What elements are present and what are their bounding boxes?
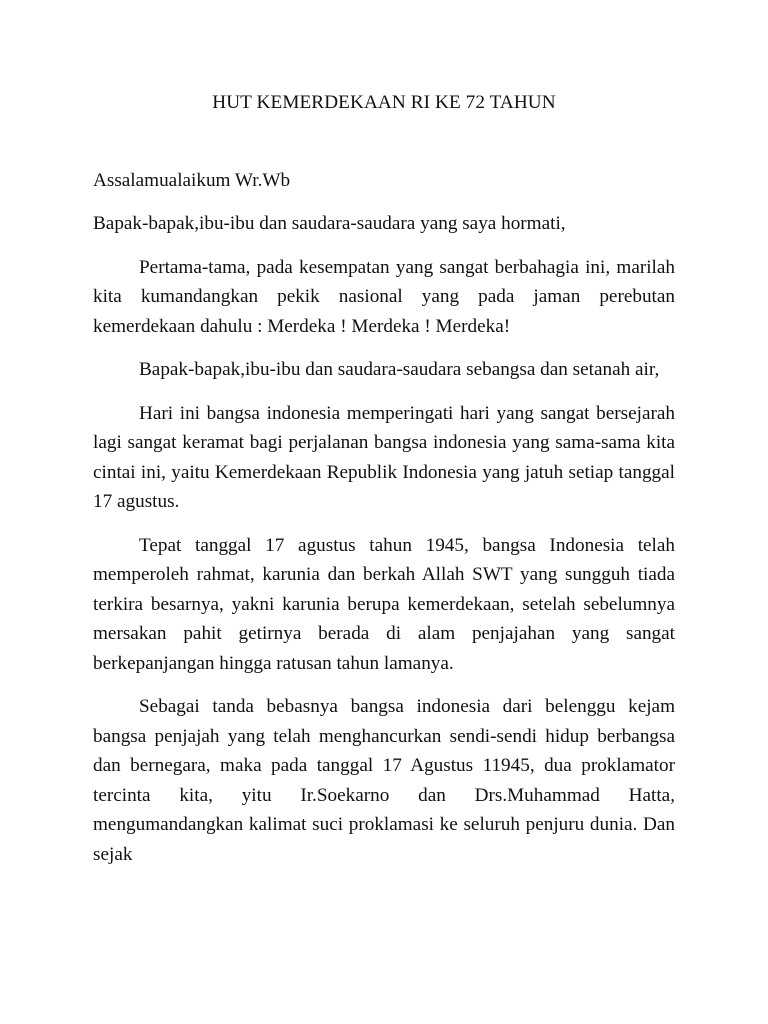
paragraph-3: Hari ini bangsa indonesia memperingati hari yang sangat bersejarah lagi sangat keramat bagi perjalanan bangsa indonesia yang sama-sama kita cintai ini, yaitu Kemerdekaan Republik Indonesia yang jatuh setiap tanggal 17 agustus. <box>93 402 675 512</box>
address-line: Bapak-bapak,ibu-ibu dan saudara-saudara yang saya hormati, <box>93 213 566 234</box>
document-page <box>93 88 675 869</box>
greeting-line: Assalamualaikum Wr.Wb <box>93 169 291 191</box>
paragraph-1: Pertama-tama, pada kesempatan yang sangat berbahagia ini, marilah kita kumandangkan pekik nasional yang pada jaman perebutan kemerdekaan dahulu : Merdeka ! Merdeka ! Merdeka! <box>93 256 675 337</box>
paragraph-4: Tepat tanggal 17 agustus tahun 1945, bangsa Indonesia telah memperoleh rahmat, karunia dan berkah Allah SWT yang sungguh tiada terkira besarnya, yakni karunia berupa kemerdekaan, setelah sebelumnya mersakan pahit getirnya berada di alam penjajahan yang sangat berkepanjangan hingga ratusan tahun lamanya. <box>93 534 675 674</box>
paragraph-5: Sebagai tanda bebasnya bangsa indonesia dari belenggu kejam bangsa penjajah yang telah menghancurkan sendi-sendi hidup berbangsa dan bernegara, maka pada tanggal 17 Agustus 11945, dua proklamator tercinta kita, yitu Ir.Soekarno dan Drs.Muhammad Hatta, mengumandangkan kalimat suci proklamasi ke seluruh penjuru dunia. Dan sejak <box>93 696 675 865</box>
document-title: HUT KEMERDEKAAN RI KE 72 TAHUN <box>212 92 556 113</box>
paragraph-2: Bapak-bapak,ibu-ibu dan saudara-saudara sebangsa dan setanah air, <box>139 359 660 380</box>
